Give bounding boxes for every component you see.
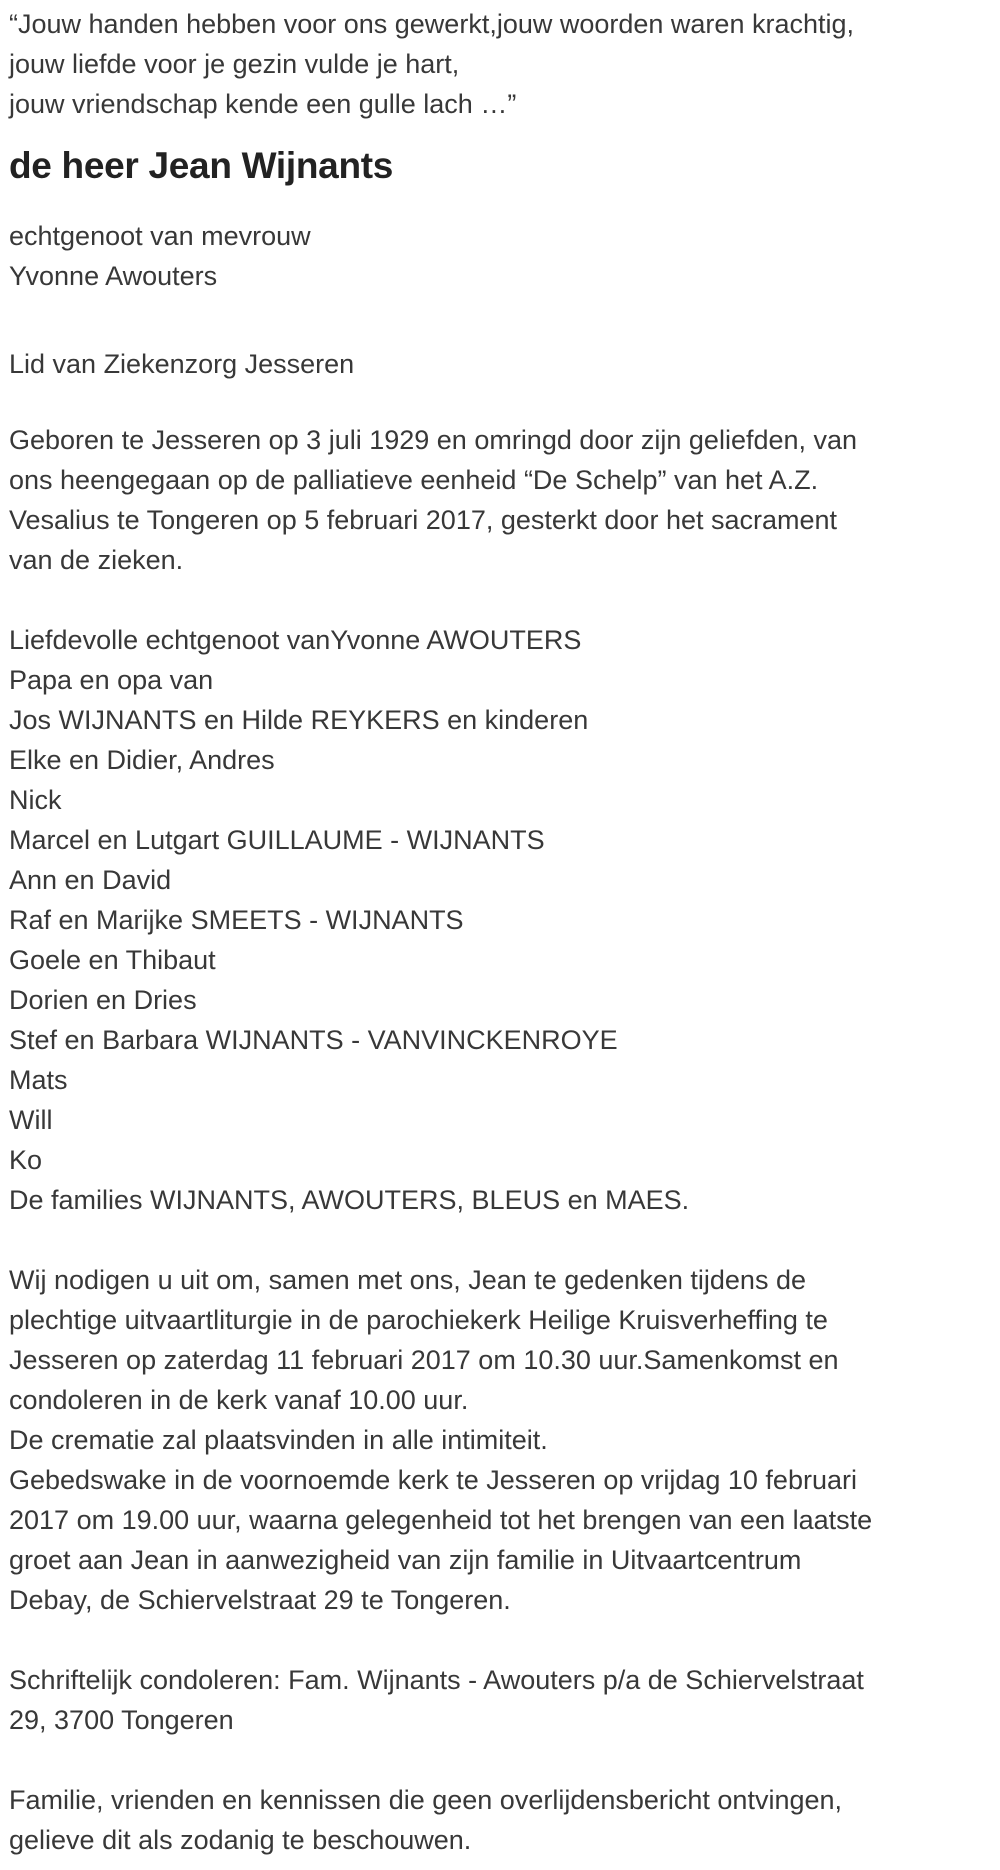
deceased-name-heading: de heer Jean Wijnants xyxy=(9,145,394,186)
text-line: Vesalius te Tongeren op 5 februari 2017, gesterkt door het sacrament xyxy=(9,505,838,535)
text-line: groet aan Jean in aanwezigheid van zijn familie in Uitvaartcentrum xyxy=(9,1545,802,1575)
text-line: De crematie zal plaatsvinden in alle intimiteit. xyxy=(9,1425,548,1455)
family-member-line: Jos WIJNANTS en Hilde REYKERS en kinderen xyxy=(9,705,589,735)
family-member-line: Papa en opa van xyxy=(9,665,214,695)
spouse-info xyxy=(9,216,1000,296)
text-line: plechtige uitvaartliturgie in de parochiekerk Heilige Kruisverheffing te xyxy=(9,1305,828,1335)
memorial-quote xyxy=(9,4,1000,124)
family-member-line: Nick xyxy=(9,785,62,815)
notice-paragraph xyxy=(9,1780,1000,1860)
family-member-line: Will xyxy=(9,1105,53,1135)
family-member-line: Marcel en Lutgart GUILLAUME - WIJNANTS xyxy=(9,825,545,855)
text-line: Jesseren op zaterdag 11 februari 2017 om 10.30 uur.Samenkomst en xyxy=(9,1345,839,1375)
family-member-line: Liefdevolle echtgenoot vanYvonne AWOUTERS xyxy=(9,625,582,655)
membership-line: Lid van Ziekenzorg Jesseren xyxy=(9,349,355,379)
text-line: Geboren te Jesseren op 3 juli 1929 en omringd door zijn geliefden, van xyxy=(9,425,858,455)
text-line: gelieve dit als zodanig te beschouwen. xyxy=(9,1825,472,1855)
family-member-line: Ann en David xyxy=(9,865,172,895)
family-member-line: Mats xyxy=(9,1065,68,1095)
text-line: jouw liefde voor je gezin vulde je hart, xyxy=(9,49,460,79)
text-line: van de zieken. xyxy=(9,545,184,575)
family-member-line: De families WIJNANTS, AWOUTERS, BLEUS en MAES. xyxy=(9,1185,690,1215)
text-line: Schriftelijk condoleren: Fam. Wijnants - Awouters p/a de Schiervelstraat xyxy=(9,1665,864,1695)
family-member-line: Stef en Barbara WIJNANTS - VANVINCKENROYE xyxy=(9,1025,618,1055)
family-member-line: Elke en Didier, Andres xyxy=(9,745,275,775)
text-line: echtgenoot van mevrouw xyxy=(9,221,311,251)
text-line: 2017 om 19.00 uur, waarna gelegenheid tot het brengen van een laatste xyxy=(9,1505,873,1535)
family-member-line: Dorien en Dries xyxy=(9,985,197,1015)
text-line: “Jouw handen hebben voor ons gewerkt,jouw woorden waren krachtig, xyxy=(9,9,855,39)
text-line: Wij nodigen u uit om, samen met ons, Jean te gedenken tijdens de xyxy=(9,1265,806,1295)
family-member-line: Raf en Marijke SMEETS - WIJNANTS xyxy=(9,905,464,935)
written-condolences-paragraph xyxy=(9,1660,1000,1740)
family-list xyxy=(9,620,1000,1220)
text-line: Debay, de Schiervelstraat 29 te Tongeren. xyxy=(9,1585,511,1615)
family-member-line: Goele en Thibaut xyxy=(9,945,216,975)
text-line: ons heengegaan op de palliatieve eenheid “De Schelp” van het A.Z. xyxy=(9,465,819,495)
text-line: condoleren in de kerk vanaf 10.00 uur. xyxy=(9,1385,469,1415)
text-line: Yvonne Awouters xyxy=(9,261,218,291)
ceremony-paragraph xyxy=(9,1260,1000,1620)
birth-death-paragraph xyxy=(9,420,1000,580)
family-member-line: Ko xyxy=(9,1145,43,1175)
text-line: jouw vriendschap kende een gulle lach …” xyxy=(9,89,517,119)
text-line: Familie, vrienden en kennissen die geen overlijdensbericht ontvingen, xyxy=(9,1785,843,1815)
text-line: Gebedswake in de voornoemde kerk te Jesseren op vrijdag 10 februari xyxy=(9,1465,857,1495)
text-line: 29, 3700 Tongeren xyxy=(9,1705,234,1735)
